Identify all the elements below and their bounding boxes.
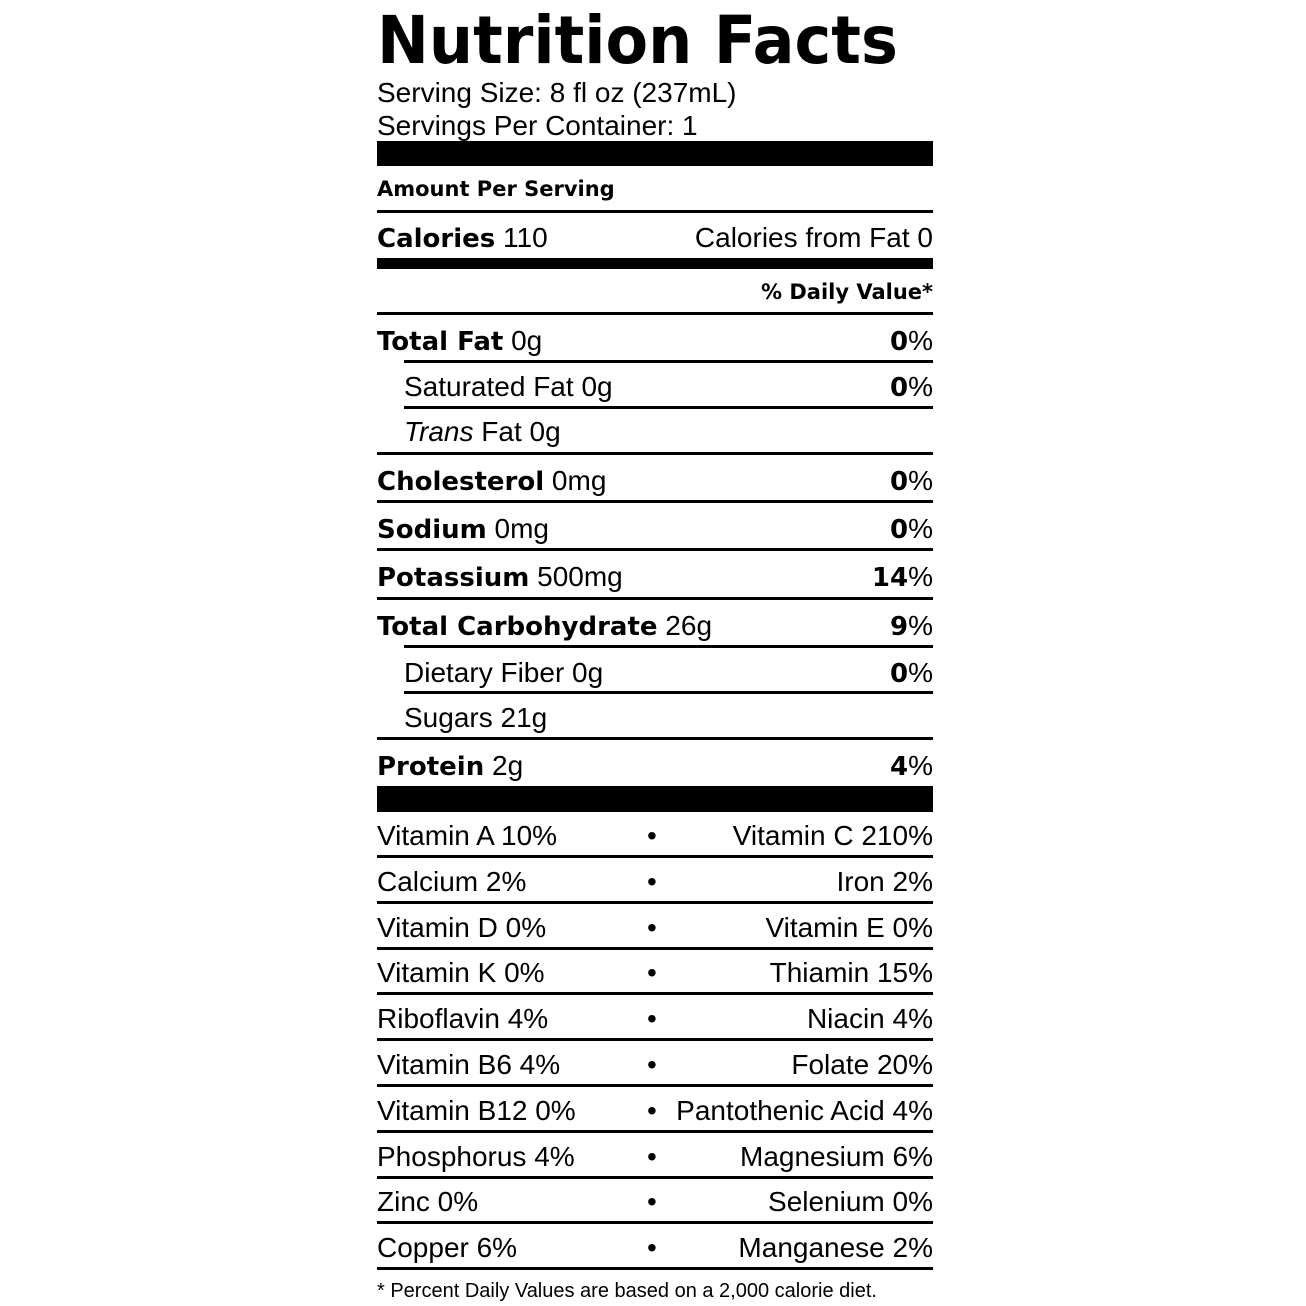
nutrient-amount: 0mg xyxy=(551,465,607,496)
daily-value xyxy=(872,561,933,593)
vitamin-right: Folate 20% xyxy=(791,1049,933,1080)
vitamin-right: Niacin 4% xyxy=(806,1003,933,1035)
bullet-separator: • xyxy=(647,1186,657,1218)
divider xyxy=(377,597,933,600)
vitamin-right: Thiamin 15% xyxy=(769,957,933,989)
vitamin-right: Pantothenic Acid 4% xyxy=(676,1094,933,1126)
nutrient-amount: 0g xyxy=(572,657,604,688)
daily-value xyxy=(890,465,933,497)
nutrient-name: Fat xyxy=(481,416,522,447)
daily-value-percent: % xyxy=(908,513,933,544)
calories-label: Calories xyxy=(377,224,496,254)
vitamin-left: Vitamin D 0% xyxy=(377,911,547,943)
daily-value-number: 0 xyxy=(890,373,909,403)
vitamin-left: Riboflavin 4% xyxy=(377,1003,549,1035)
amount-per-serving: Amount Per Serving xyxy=(377,177,615,201)
serving-size: Serving Size: 8 fl oz (237mL) xyxy=(377,77,737,108)
divider xyxy=(377,1038,933,1041)
daily-value-percent: % xyxy=(908,561,933,592)
divider xyxy=(404,406,933,409)
daily-value-number: 0 xyxy=(890,327,909,357)
bullet-separator: • xyxy=(647,911,657,943)
nutrient-amount: 0mg xyxy=(494,513,549,544)
nutrient-amount: 21g xyxy=(500,702,548,733)
nutrient-name: Total Carbohydrate xyxy=(377,612,658,642)
calories-from-fat: Calories from Fat 0 xyxy=(694,222,933,253)
nutrient-name-amount xyxy=(404,371,613,403)
nutrient-name: Potassium xyxy=(377,563,530,593)
nutrient-name-amount xyxy=(404,416,561,448)
vitamin-left: Vitamin B6 4% xyxy=(377,1049,561,1080)
nutrient-name-amount xyxy=(377,513,549,545)
daily-value-percent: % xyxy=(908,465,933,496)
nutrient-name: Sugars xyxy=(404,702,493,733)
daily-value xyxy=(890,610,933,642)
nutrient-name: Saturated Fat xyxy=(404,371,574,402)
daily-value xyxy=(890,325,933,357)
divider xyxy=(377,901,933,904)
daily-value-percent: % xyxy=(908,371,933,402)
bullet-separator: • xyxy=(647,820,657,851)
nutrient-amount: 500mg xyxy=(537,561,623,592)
divider xyxy=(377,1130,933,1133)
daily-value-percent: % xyxy=(908,325,933,356)
nutrient-name-amount xyxy=(377,561,623,593)
daily-value xyxy=(890,513,933,545)
divider xyxy=(404,645,933,648)
divider xyxy=(377,1084,933,1087)
daily-value-number: 14 xyxy=(871,563,909,593)
vitamin-right: Vitamin E 0% xyxy=(765,911,933,943)
nutrient-name-amount xyxy=(377,750,523,782)
divider xyxy=(404,691,933,694)
daily-value xyxy=(890,371,933,403)
daily-value-number: 9 xyxy=(890,612,909,642)
vitamin-left: Calcium 2% xyxy=(377,865,527,897)
nutrient-amount: 0g xyxy=(581,371,613,402)
vitamin-right: Selenium 0% xyxy=(768,1186,933,1218)
nutrient-name-amount xyxy=(404,657,603,689)
vitamin-left: Vitamin B12 0% xyxy=(377,1094,576,1126)
bullet-separator: • xyxy=(647,957,657,989)
bullet-separator: • xyxy=(647,1140,657,1172)
divider xyxy=(377,548,933,551)
thick-divider xyxy=(377,786,933,812)
nutrient-name: Protein xyxy=(377,752,485,782)
daily-value-number: 4 xyxy=(890,752,909,782)
divider xyxy=(377,452,933,455)
bullet-separator: • xyxy=(647,1094,657,1126)
footnote: * Percent Daily Values are based on a 2,000 calorie diet. xyxy=(377,1280,877,1302)
daily-value-percent: % xyxy=(908,657,933,688)
bullet-separator: • xyxy=(647,865,657,897)
daily-value-header: % Daily Value* xyxy=(761,280,933,304)
daily-value-percent: % xyxy=(908,750,933,781)
daily-value-number: 0 xyxy=(890,659,909,689)
nutrient-name: Cholesterol xyxy=(377,467,545,497)
nutrient-name-amount xyxy=(404,702,547,734)
divider xyxy=(377,1176,933,1179)
nutrition-label xyxy=(377,0,933,1302)
divider xyxy=(377,210,933,213)
nutrient-name-amount xyxy=(377,325,542,357)
vitamin-left: Vitamin A 10% xyxy=(377,820,558,851)
nutrient-amount: 26g xyxy=(665,610,713,641)
nutrient-name-amount xyxy=(377,465,606,497)
medium-divider xyxy=(377,258,933,269)
vitamin-left: Zinc 0% xyxy=(377,1186,479,1218)
vitamin-left: Phosphorus 4% xyxy=(377,1140,575,1172)
nutrient-name: Total Fat xyxy=(377,327,504,357)
vitamin-left: Vitamin K 0% xyxy=(377,957,545,989)
daily-value-percent: % xyxy=(908,610,933,641)
daily-value-number: 0 xyxy=(890,467,909,497)
nutrient-name: Dietary Fiber xyxy=(404,657,565,688)
nutrient-amount: 0g xyxy=(511,325,543,356)
vitamin-right: Vitamin C 210% xyxy=(732,820,933,851)
daily-value xyxy=(890,657,933,689)
vitamin-right: Magnesium 6% xyxy=(740,1140,933,1172)
thick-divider xyxy=(377,141,933,166)
nutrient-name: Sodium xyxy=(377,515,487,545)
nutrient-amount: 2g xyxy=(492,750,524,781)
vitamin-right: Manganese 2% xyxy=(738,1232,933,1264)
divider xyxy=(377,500,933,503)
nutrient-name-amount xyxy=(377,610,712,642)
servings-per-container: Servings Per Container: 1 xyxy=(377,110,698,141)
divider xyxy=(377,992,933,995)
divider xyxy=(377,312,933,315)
label-title: Nutrition Facts xyxy=(377,2,898,79)
nutrient-amount: 0g xyxy=(529,416,561,447)
calories-value: 110 xyxy=(503,222,548,253)
daily-value-number: 0 xyxy=(890,515,909,545)
bullet-separator: • xyxy=(647,1232,657,1264)
vitamin-right: Iron 2% xyxy=(836,865,933,897)
divider xyxy=(377,1267,933,1270)
daily-value xyxy=(890,750,933,782)
bullet-separator: • xyxy=(647,1049,657,1080)
bullet-separator: • xyxy=(647,1003,657,1035)
divider xyxy=(377,1221,933,1224)
divider xyxy=(377,855,933,858)
divider xyxy=(377,947,933,950)
nutrient-name-italic: Trans xyxy=(404,416,474,447)
vitamin-left: Copper 6% xyxy=(377,1232,518,1264)
divider xyxy=(404,360,933,363)
divider xyxy=(377,737,933,740)
